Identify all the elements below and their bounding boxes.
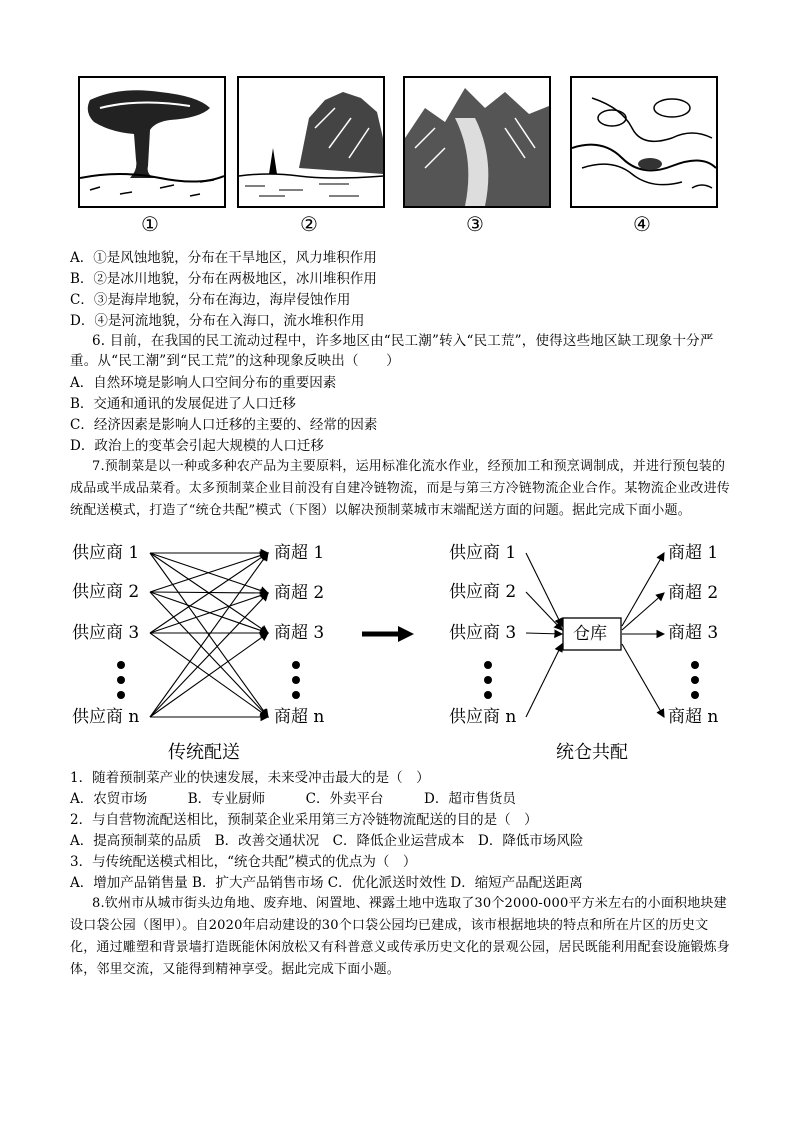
transition-arrow-head bbox=[398, 626, 414, 642]
figure-3-frame bbox=[403, 76, 551, 208]
q6-option-c: C．经济因素是影响人口迁移的主要的、经常的因素 bbox=[70, 417, 378, 433]
left-dots bbox=[117, 661, 300, 699]
q6-option-b: B．交通和通讯的发展促进了人口迁移 bbox=[70, 396, 296, 412]
right-store-n: 商超 n bbox=[668, 707, 719, 727]
figure-2-frame bbox=[237, 76, 385, 208]
subq3-stem: 3．与传统配送模式相比，“统仓共配”模式的优点为（ ） bbox=[70, 854, 417, 870]
right-supplier-2: 供应商 2 bbox=[449, 582, 517, 602]
q6-option-d: D．政治上的变革会引起大规模的人口迁移 bbox=[70, 438, 324, 454]
subq3-options: A．增加产品销售量 B．扩大产品销售市场 C．优化派送时效性 D．缩短产品配送距离 bbox=[70, 875, 583, 891]
subq2-options: A．提高预制菜的品质 B．改善交通状况 C．降低企业运营成本 D．降低市场风险 bbox=[70, 833, 584, 849]
glacier-mountain-icon bbox=[405, 78, 549, 206]
q8-stem: 8.钦州市从城市街头边角地、废弃地、闲置地、裸露土地中选取了30个2000-000平方米左右的小面积地块建设口袋公园（图甲）。自2020年启动建设的30个口袋公园均已建成，该市根据地块的特点和所在片区的历史文化，通过雕塑和背景墙打造既能休闲放松又有科普意义或传承历史文化的景观公园，居民既能利用配套设施锻炼身体，邻里交流，又能得到精神享受。据此完成下面小题。 bbox=[70, 896, 731, 977]
right-dots bbox=[484, 661, 699, 699]
figure-label-3: ③ bbox=[466, 212, 484, 236]
q7-stem: 7.预制菜是以一种或多种农产品为主要原料，运用标准化流水作业，经预加工和预烹调制成，并进行预包装的成品或半成品菜肴。太多预制菜企业目前没有自建冷链物流，而是与第三方冷链物流企业合作。某物流企业改进传统配送模式，打造了“统仓共配”模式（下图）以解决预制菜城市末端配送方面的问题。据此完成下面小题。 bbox=[70, 459, 731, 518]
right-supplier-1: 供应商 1 bbox=[449, 543, 517, 563]
subq1-options: A．农贸市场 B．专业厨师 C．外卖平台 D．超市售货员 bbox=[70, 791, 516, 807]
q6-option-a: A．自然环境是影响人口空间分布的重要因素 bbox=[70, 375, 337, 391]
distribution-diagram bbox=[0, 530, 794, 770]
river-delta-icon bbox=[572, 78, 716, 206]
right-supplier-n: 供应商 n bbox=[449, 707, 517, 727]
left-caption: 传统配送 bbox=[168, 742, 240, 763]
q5-option-c: C．③是海岸地貌，分布在海边，海岸侵蚀作用 bbox=[70, 292, 351, 308]
left-store-2: 商超 2 bbox=[274, 583, 325, 603]
figure-4-frame bbox=[570, 76, 718, 208]
subq2-stem: 2．与自营物流配送相比，预制菜企业采用第三方冷链物流配送的目的是（ ） bbox=[70, 812, 538, 828]
right-store-2: 商超 2 bbox=[668, 583, 719, 603]
left-supplier-1: 供应商 1 bbox=[72, 543, 140, 563]
warehouse-label: 仓库 bbox=[573, 624, 607, 644]
right-supplier-3: 供应商 3 bbox=[449, 623, 517, 643]
q5-option-a: A．①是风蚀地貌，分布在干旱地区，风力堆积作用 bbox=[70, 250, 377, 266]
figure-label-2: ② bbox=[300, 212, 318, 236]
figure-label-4: ④ bbox=[633, 212, 651, 236]
right-store-1: 商超 1 bbox=[668, 543, 719, 563]
left-store-1: 商超 1 bbox=[274, 543, 325, 563]
sea-cliff-icon bbox=[239, 78, 383, 206]
q6-stem: 6. 目前，在我国的民工流动过程中，许多地区由“民工潮”转入“民工荒”，使得这些地区缺工现象十分严重。从“民工潮”到“民工荒”的这种现象反映出（ ） bbox=[70, 333, 714, 369]
left-store-3: 商超 3 bbox=[274, 623, 325, 643]
mushroom-rock-icon bbox=[80, 78, 224, 206]
subq1-stem: 1．随着预制菜产业的快速发展，未来受冲击最大的是（ ） bbox=[70, 770, 430, 786]
traditional-crossing-arrows bbox=[150, 553, 268, 717]
figure-1-frame bbox=[78, 76, 226, 208]
q5-option-b: B．②是冰川地貌，分布在两极地区，冰川堆积作用 bbox=[70, 271, 377, 287]
figure-label-1: ① bbox=[141, 212, 159, 236]
q5-option-d: D．④是河流地貌，分布在入海口，流水堆积作用 bbox=[70, 313, 365, 329]
left-supplier-3: 供应商 3 bbox=[72, 623, 140, 643]
left-supplier-n: 供应商 n bbox=[72, 707, 140, 727]
right-caption: 统仓共配 bbox=[556, 742, 628, 763]
left-store-n: 商超 n bbox=[274, 707, 325, 727]
right-store-3: 商超 3 bbox=[668, 623, 719, 643]
left-supplier-2: 供应商 2 bbox=[72, 582, 140, 602]
